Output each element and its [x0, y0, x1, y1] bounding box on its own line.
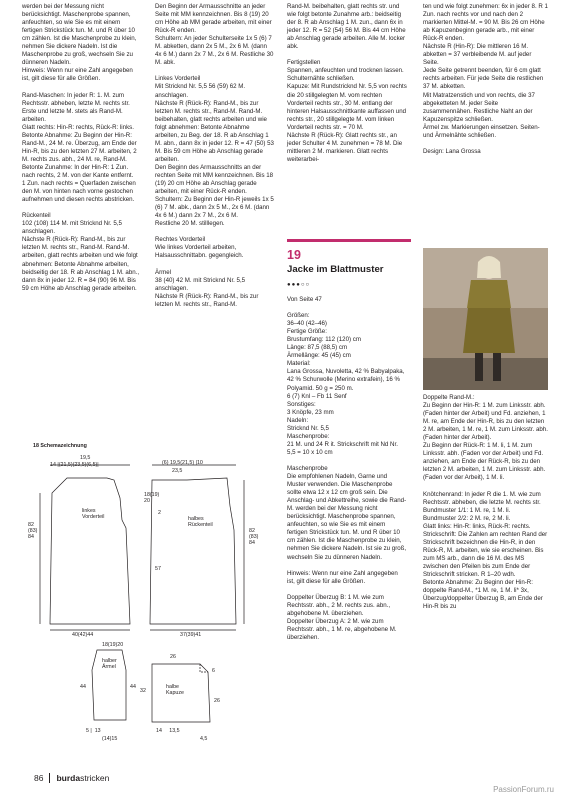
dim-sleeve-bottom: 5 | 13 [86, 728, 101, 734]
section-divider [287, 239, 411, 242]
dim-2: 2 [158, 510, 161, 516]
dim-hood-6: 6 [212, 668, 215, 674]
schema-drawing [22, 440, 277, 760]
schema-title: 18 Schemazeichnung [33, 443, 87, 449]
schema-lines [22, 440, 277, 760]
col4-top-text: ten und wie folgt zunehmen: 6x in jeder 8. R 1 Zun. nach rechts vor und nach den 2 markierten Mittel-M. = 90 M. Bis 26 cm Höhe ab Kapuzenbeginn gerade arb., mit einer Rück-R enden. Nächste R (Hin-R): Die mittleren 16 M. abketten = 37 verbleibende M. auf jeder Seite. Jede Seite getrennt beenden, für 6 cm glatt rechts arbeiten. Für jede Seite die restlichen 37 M. abketten. Mit Matratzenstich und von rechts, die 37 abgeketteten M. jeder Seite zusammennähen. Restliche Naht an der Kapuzenspitze schließen. Ärmel zw. Markierungen einsetzen. Seiten- und Ärmelnähte schließen. Design: Lana Grossa [423, 3, 548, 155]
brand-name: burda [56, 773, 81, 783]
hood-label: halbe Kapuze [166, 684, 184, 696]
dim-hood-bottom: 14 13,5 [156, 728, 180, 734]
back-outline [150, 478, 236, 624]
model-photo [423, 248, 548, 390]
pattern-number: 19 [287, 248, 301, 262]
dim-sleeve-top: 18(19)20 [102, 642, 124, 648]
text-column-3-bottom [287, 296, 407, 642]
sleeve-label: halber Ärmel [102, 658, 117, 670]
dim-top-width: 19,5 [80, 455, 91, 461]
dim-sleeve-right: 44 [130, 684, 136, 690]
dim-sleeve-bottom2: (14)15 [102, 736, 118, 742]
dim-hood-26r: 26 [214, 698, 220, 704]
footer-divider [49, 773, 50, 783]
dim-top-sub: 14 |(21,5)(23,5)(6,5)| [50, 462, 99, 468]
dim-height-right: 82 (83) 84 [249, 528, 259, 546]
dim-bottom-left: 40(42)44 [72, 632, 94, 638]
col2-text: Den Beginn der Armausschnitte an jeder Seite mit MM kennzeichnen. Bis 8 (19) 20 cm Höhe ab MM gerade arbeiten, mit einer Rück-R enden. Schultern: An jeder Schulterseite 1x 5 (6) 7 M. abketten, dann 2x 5 M., 2x 6 M. (dann 4x 6 M.) dann 2x 7 M., 2x 6 M. Restliche 30 M. abk. Linkes Vorderteil Mit Stricknd Nr. 5,5 56 (59) 62 M. anschlagen. Nächste R (Rück-R): Rand-M., bis zur letzten M. rechts str., Rand-M. Rand-M. beibehalten, glatt rechts arbeiten und wie folgt abnehmen: Betonte Abnahme arbeiten, zu Beg. der 18. R ab Anschlag 1 M. abn., dann 8x in jeder 12. R = 47 (50) 53 M. Bis 59 cm Höhe ab Anschlag gerade arbeiten. Den Beginn des Armausschnitts an der rechten Seite mit MM kennzeichnen. Bis 18 (19) 20 cm Höhe ab Anschlag gerade arbeiten, mit einer Rück-R enden. Schultern: Zu Beginn der Hin-R jeweils 1x 5 (6) 7 M. abk., dann 2x 5 M., 2x 6 M. (dann 4x 6 M.) dann 2x 7 M., 2x 6 M. Restliche 20 M. stilllegen. Rechtes Vorderteil Wie linkes Vorderteil arbeiten, Halsausschnittabn. gegengleich. Ärmel 38 (40) 42 M. mit Stricknd Nr. 5,5 anschlagen. Nächste R (Rück-R): Rand-M., bis zur letzten M. rechts str., Rand-M. [155, 3, 274, 308]
watermark: PassionForum.ru [493, 785, 554, 794]
col1-text: werden bei der Messung nicht berücksichtigt. Maschenprobe spannen, anfeuchten, so wie Sie es mit einem fertigen Strickstück tun. M. und R über 10 cm zählen. Ist die Maschenprobe zu klein, nehmen Sie dickere Nadeln. Ist die Maschenprobe zu groß, wechseln Sie zu dünneren Nadeln. Hinweis: Wenn nur eine Zahl angegeben ist, gilt diese für alle Größen. Rand-Maschen: In jeder R: 1. M. zum Rechtsstr. abheben, letzte M. rechts str. Erste und letzte M. stets als Rand-M. arbeiten. Glatt rechts: Hin-R: rechts, Rück-R: links. Betonte Abnahme: Zu Beginn der Hin-R: Rand-M., 24 M. re. Überzug, am Ende der Hin-R, bis zu den letzten 27 M. arbeiten, 2 M. rechts zus. abh., 24 M. re, Rand-M. Betonte Zunahme: In der Hin-R: 1 Zun. nach rechts, 2 M. von der Kante entfernt. 1 Zun. nach rechts = Querfaden zwischen den M. von hinten nach vorne gestochen aufnehmen und diesen rechts abstricken. Rückenteil 102 (108) 114 M. mit Stricknd Nr. 5,5 anschlagen. Nächste R (Rück-R): Rand-M., bis zur letzten M. rechts str., Rand-M. Rand-M. arbeiten, glatt rechts arbeiten und wie folgt abnehmen: Betonte Abnahme arbeiten, beidseitig der 18. R ab Anschlag 1 M. abn., dann 8x in jeder 12. R = 84 (90) 96 M. Bis 59 cm Höhe ab Anschlag gerade arbeiten. [22, 3, 140, 292]
text-column-4-top [423, 3, 548, 156]
dim-57: 57 [155, 566, 161, 572]
col3-top-text: Rand-M. beibehalten, glatt rechts str. und wie folgt betonte Zunahme arb.: beidseitig der 8. R ab Anschlag 1 M. zun., dann 6x in jeder 12. R = 52 (54) 56 M. Bis 44 cm Höhe ab Anschlag gerade arbeiten. Alle M. locker abk. Fertigstellen Spannen, anfeuchten und trocknen lassen. Schulternähte schließen. Kapuze: Mit Rundstricknd Nr. 5,5 von rechts die 20 stillgelegten M. vom rechten Vorderteil rechts str., 30 M. entlang der hinteren Halsausschnittkante auffassen und rechts str., 20 stillgelegte M. vom linken Vorderteil rechts str. = 70 M. Nächste R (Rück-R): Glatt rechts str., an jeder Schulter 4 M. zunehmen = 78 M. Die mittleren 2 M. markieren. Glatt rechts weiterarbei- [287, 3, 407, 163]
dim-hood-top: 26 [170, 654, 176, 660]
dim-bottom-right: 37(39)41 [180, 632, 202, 638]
difficulty-rating: ●●●○○ [287, 282, 311, 288]
page-number: 86 [34, 773, 44, 783]
pattern-title: Jacke im Blattmuster [287, 264, 384, 275]
dim-hood-45: 4,5 [200, 736, 208, 742]
text-column-4-bottom [423, 394, 548, 611]
text-column-2 [155, 3, 275, 309]
dim-right-sub: 23,5 [172, 468, 183, 474]
col4-bottom-text: Doppelte Rand-M.: Zu Beginn der Hin-R: 1 M. zum Linksstr. abh. (Faden hinter der Arbeit) und Fd. anziehen, 1 M. re, am Ende der Hin-R, bis zu den letzten 2 M. arbeiten, 1 M. re, 1 M. zum Linksstr. abh. (Faden hinter der Arbeit). Zu Beginn der Rück-R: 1 M. li, 1 M. zum Linksstr. abh. (Faden vor der Arbeit) und Fd. anziehen, am Ende der Rück-R, bis zu den letzten 2 M. arbeiten, 1 M. zum Linksstr. abh. (Faden vor der Arbeit), 1 M. li. Knötchenrand: In jeder R die 1. M. wie zum Rechtsstr. abheben, die letzte M. rechts str. Bundmuster 1/1: 1 M. re, 1 M. li. Bundmuster 2/2: 2 M. re, 2 M. li. Glatt links: Hin-R: links, Rück-R: rechts. Strickschrift: Die Zahlen am rechten Rand der Strickschrift bezeichnen die Hin-R, in den Rück-R, M. arbeiten, wie sie erscheinen. Bis zum MS arb., dann die 16 M. des MS zwischen den Pfeilen bis zum Ende der Strickschrift stricken. R 1–20 wdh. Betonte Abnahme: Zu Beginn der Hin-R: doppelte Rand-M., *1 M. re, 1 M. li* 3x, Überzug/doppelter Überzug B, am Ende der Hin-R bis zu [423, 394, 548, 611]
back-label: halbes Rückenteil [188, 516, 213, 528]
text-column-1 [22, 3, 142, 293]
dim-18: 18(19) 20 [144, 492, 160, 504]
text-column-3-top [287, 3, 407, 164]
col3-bottom-text: Von Seite 47 Größen: 36–40 (42–46) Fertige Größe: Brustumfang: 112 (120) cm Länge: 87,5 (88,5) cm Ärmellänge: 45 (45) cm Material: Lana Grossa, Nuvoletta, 42 % Babyalpaka, 42 % Schurwolle (Merino extrafein), 16 % Polyamid. 50 g = 250 m. 6 (7) Knl – Fb 11 Senf Sonstiges: 3 Knöpfe, 23 mm Nadeln: Stricknd Nr. 5,5 Maschenprobe: 21 M. und 24 R it. Strickschrift mit Nd Nr. 5,5 = 10 x 10 cm Maschenprobe Die empfohlenen Nadeln, Garne und Muster verwenden. Die Maschenprobe sollte etwa 12 x 12 cm groß sein. Die Anschlag- und Abkettreihe, sowie die Rand-M. werden bei der Messung nicht berücksichtigt. Maschenprobe spannen, anfeuchten, so wie Sie es mit einem fertigen Strickstück tun. M. und R über 10 cm zählen. Ist die Maschenprobe zu klein, nehmen Sie dickere Nadeln. Ist sie zu groß, wechseln Sie zu dünneren Nadeln. Hinweis: Wenn nur eine Zahl angegeben ist, gilt diese für alle Größen. Doppelter Überzug B: 1 M. wie zum Rechtsstr. abh., 2 M. rechts zus. abn., abgehobene M. überziehen. Doppelter Überzug A: 2 M. wie zum Rechtsstr. abh., 1 M. re, abgehobene M. überziehen. [287, 296, 407, 641]
dim-right-top: (6) 19,5(21,5) |10 [162, 460, 203, 466]
dim-height-left: 82 (83) 84 [28, 522, 38, 540]
left-front-outline [50, 478, 130, 624]
page-footer [34, 773, 109, 783]
left-front-label: linkes Vorderteil [82, 508, 105, 520]
dim-hood-32: 32 [140, 688, 146, 694]
dim-sleeve-left: 44 [80, 684, 86, 690]
section-name: stricken [80, 773, 110, 783]
